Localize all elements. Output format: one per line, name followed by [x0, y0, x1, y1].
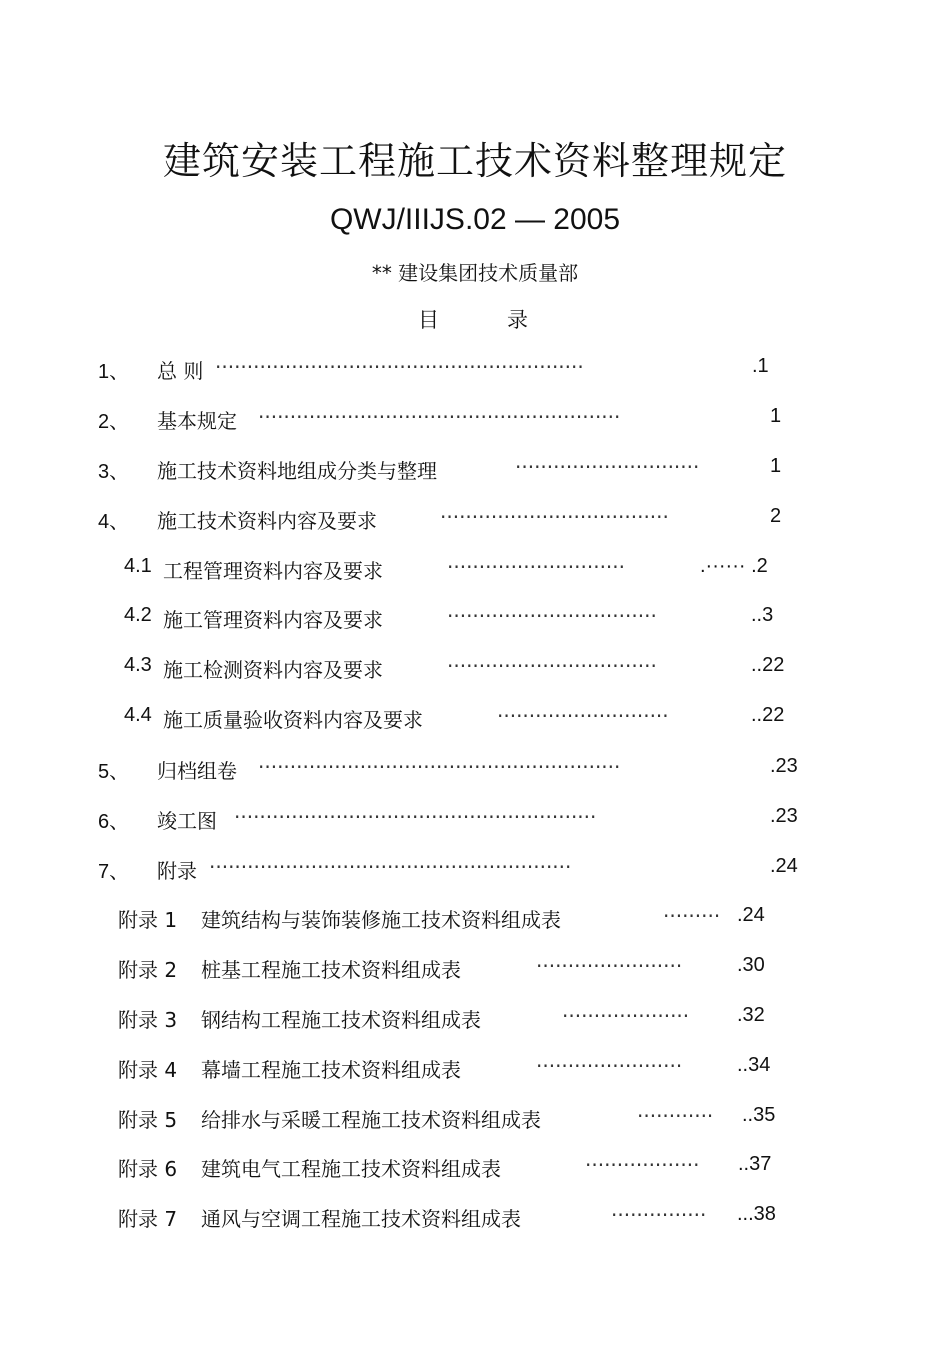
toc-row	[0, 805, 950, 835]
toc-label: 总 则	[157, 359, 204, 383]
toc-number: 附录 6	[118, 1157, 178, 1181]
toc-label: 竣工图	[157, 809, 217, 833]
toc-page: 2	[770, 505, 782, 527]
toc-number: 6、	[98, 811, 130, 833]
toc-row	[0, 654, 950, 684]
toc-leader: ·······················	[536, 1054, 683, 1078]
toc-row	[0, 704, 950, 734]
toc-label: 施工检测资料内容及要求	[163, 658, 383, 682]
toc-label: 幕墙工程施工技术资料组成表	[201, 1058, 461, 1082]
toc-row	[0, 1004, 950, 1034]
toc-page: .23	[770, 805, 798, 827]
toc-row	[0, 1104, 950, 1134]
toc-page: .1	[752, 355, 769, 377]
toc-label: 施工技术资料地组成分类与整理	[157, 459, 437, 483]
toc-label: 归档组卷	[157, 759, 237, 783]
toc-leader: ·························································	[234, 805, 597, 829]
toc-label: 工程管理资料内容及要求	[163, 559, 383, 583]
toc-leader: ·········	[663, 904, 721, 928]
toc-row	[0, 904, 950, 934]
toc-row	[0, 405, 950, 435]
toc-page: ..22	[751, 704, 785, 726]
toc-leader: ·································	[447, 654, 657, 678]
toc-row	[0, 1153, 950, 1183]
toc-row	[0, 954, 950, 984]
toc-page: .24	[737, 904, 765, 926]
toc-page: .32	[737, 1004, 765, 1026]
toc-page: ..3	[751, 604, 774, 626]
toc-page: 1	[770, 405, 782, 427]
toc-number: 4.3	[124, 654, 152, 676]
toc-row	[0, 555, 950, 585]
toc-row	[0, 1203, 950, 1233]
toc-page: .24	[770, 855, 798, 877]
toc-number: 4、	[98, 511, 130, 533]
toc-number: 附录 5	[118, 1108, 178, 1132]
toc-leader: ··························································	[215, 355, 584, 379]
toc-leader: ···························	[497, 704, 669, 728]
toc-page: ..34	[737, 1054, 771, 1076]
toc-number: 7、	[98, 861, 130, 883]
toc-label: 施工技术资料内容及要求	[157, 509, 377, 533]
toc-leader: ··················	[585, 1153, 700, 1177]
toc-row	[0, 755, 950, 785]
toc-page: 1	[770, 455, 782, 477]
toc-leader: ·························································	[209, 855, 572, 879]
toc-leader: ·································	[447, 604, 657, 628]
toc-label: 桩基工程施工技术资料组成表	[201, 958, 461, 982]
toc-page: ..37	[738, 1153, 772, 1175]
toc-label: 施工管理资料内容及要求	[163, 608, 383, 632]
toc-number: 3、	[98, 461, 130, 483]
toc-page: .30	[737, 954, 765, 976]
toc-number: 附录 4	[118, 1058, 178, 1082]
toc-page: ...38	[737, 1203, 776, 1225]
toc-leader: ····················	[562, 1004, 690, 1028]
toc-leader: ···············	[611, 1203, 707, 1227]
toc-heading-left: 目	[418, 308, 439, 332]
toc-leader: ····································	[440, 505, 669, 529]
toc-page: ..22	[751, 654, 785, 676]
toc-row	[0, 355, 950, 385]
toc-leader: ····························	[447, 555, 626, 579]
toc-label: 建筑结构与装饰装修施工技术资料组成表	[201, 908, 561, 932]
toc-label: 通风与空调工程施工技术资料组成表	[201, 1207, 521, 1231]
toc-number: 附录 3	[118, 1008, 178, 1032]
toc-page: ..35	[742, 1104, 776, 1126]
toc-number: 附录 1	[118, 908, 178, 932]
toc-number: 5、	[98, 761, 130, 783]
toc-leader: ·························································	[258, 755, 621, 779]
toc-number: 4.1	[124, 555, 152, 577]
toc-heading-right: 录	[507, 308, 528, 332]
toc-row	[0, 1054, 950, 1084]
toc-leader: ·······················	[536, 954, 683, 978]
toc-label: 给排水与采暖工程施工技术资料组成表	[201, 1108, 541, 1132]
toc-label: 附录	[157, 859, 197, 883]
toc-page: .······ .2	[700, 555, 768, 577]
toc-label: 基本规定	[157, 409, 237, 433]
toc-number: 附录 7	[118, 1207, 178, 1231]
toc-label: 钢结构工程施工技术资料组成表	[201, 1008, 481, 1032]
toc-number: 4.4	[124, 704, 152, 726]
toc-leader: ············	[637, 1104, 714, 1128]
toc-page: .23	[770, 755, 798, 777]
document-title: 建筑安装工程施工技术资料整理规定	[162, 139, 787, 183]
toc-leader: ·····························	[515, 455, 700, 479]
toc-row	[0, 604, 950, 634]
toc-number: 2、	[98, 411, 130, 433]
organization-name: ** 建设集团技术质量部	[371, 261, 579, 285]
toc-row	[0, 855, 950, 885]
toc-row	[0, 455, 950, 485]
toc-number: 1、	[98, 361, 130, 383]
toc-label: 施工质量验收资料内容及要求	[163, 708, 423, 732]
toc-label: 建筑电气工程施工技术资料组成表	[201, 1157, 501, 1181]
document-code: QWJ/IIIJS.02 — 2005	[329, 203, 621, 236]
toc-number: 附录 2	[118, 958, 178, 982]
toc-row	[0, 505, 950, 535]
toc-number: 4.2	[124, 604, 152, 626]
toc-leader: ·························································	[258, 405, 621, 429]
